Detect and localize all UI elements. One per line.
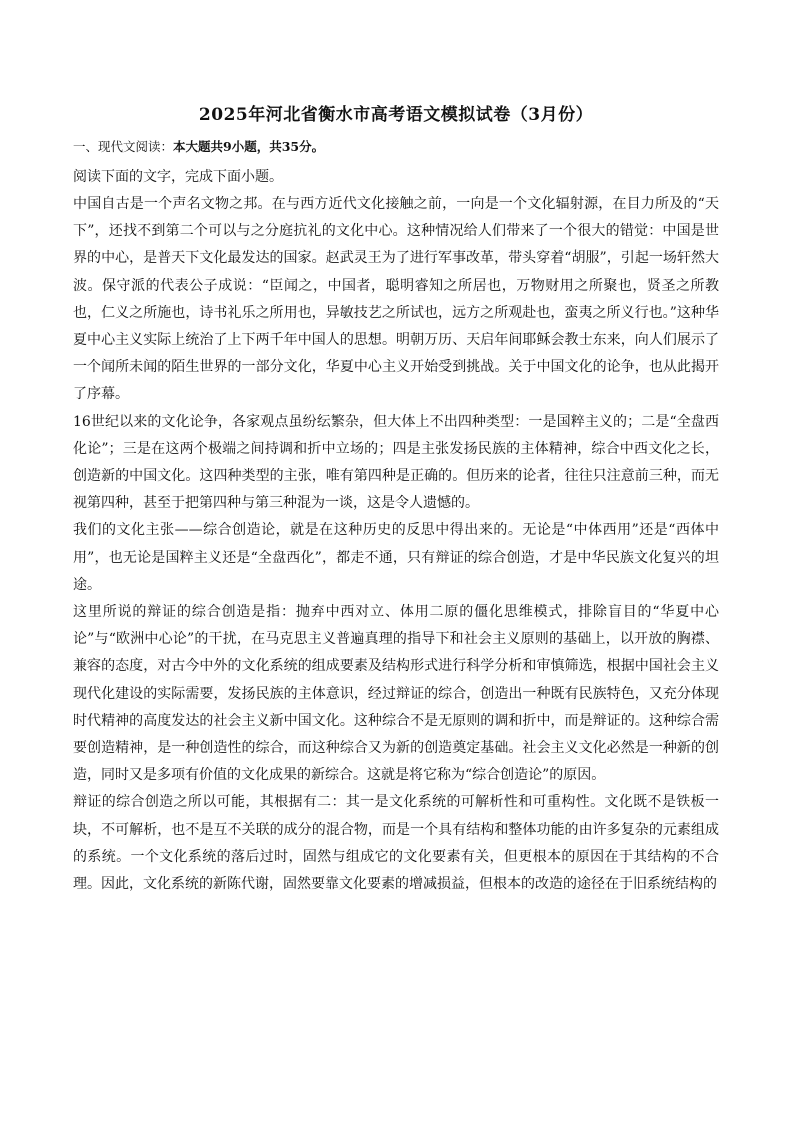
page-title: 2025年河北省衡水市高考语文模拟试卷（3月份）	[198, 105, 594, 125]
section-detail: 本大题共9小题，共35分。	[173, 139, 325, 154]
paragraph-2: 16世纪以来的文化论争，各家观点虽纷纭繁杂，但大体上不出四种类型：一是国粹主义的；二是“全盘西化论”；三是在这两个极端之间持调和折中立场的；四是主张发扬民族的主体精神，综合中西文化之长，创造新的中国文化。这四种类型的主张，唯有第四种是正确的。但历来的论者，往往只注意前三种，而无视第四种，甚至于把第四种与第三种混为一谈，这是令人遗憾的。	[73, 413, 719, 512]
paragraph-5: 辩证的综合创造之所以可能，其根据有二：其一是文化系统的可解析性和可重构性。文化既不是铁板一块，不可解析，也不是互不关联的成分的混合物，而是一个具有结构和整体功能的由许多复杂的元素组成的系统。一个文化系统的落后过时，固然与组成它的文化要素有关，但更根本的原因在于其结构的不合理。因此，文化系统的新陈代谢，固然要靠文化要素的增减损益，但根本的改造的途径在于旧系统结构的	[73, 794, 719, 893]
paragraph-1: 中国自古是一个声名文物之邦。在与西方近代文化接触之前，一向是一个文化辐射源，在目力所及的“天下”，还找不到第二个可以与之分庭抗礼的文化中心。这种情况给人们带来了一个很大的错觉：中国是世界的中心，是普天下文化最发达的国家。赵武灵王为了进行军事改革，带头穿着“胡服”，引起一场轩然大波。保守派的代表公子成说：“臣闻之，中国者，聪明睿知之所居也，万物财用之所聚也，贤圣之所教也，仁义之所施也，诗书礼乐之所用也，异敏技艺之所试也，远方之所观赴也，蛮夷之所义行也。”这种华夏中心主义实际上统治了上下两千年中国人的思想。明朝万历、天启年间耶稣会教士东来，向人们展示了一个闻所未闻的陌生世界的一部分文化，华夏中心主义开始受到挑战。关于中国文化的论争，也从此揭开了序幕。	[73, 196, 719, 403]
document-page	[73, 100, 719, 898]
section-heading	[73, 134, 719, 160]
reading-instruction: 阅读下面的文字，完成下面小题。	[73, 169, 283, 185]
section-label: 一、现代文阅读：	[73, 139, 174, 154]
paragraph-3: 我们的文化主张——综合创造论，就是在这种历史的反思中得出来的。无论是“中体西用”还是“西体中用”，也无论是国粹主义还是“全盘西化”，都走不通，只有辩证的综合创造，才是中华民族文化复兴的坦途。	[73, 522, 719, 593]
paragraph-4: 这里所说的辩证的综合创造是指：抛弃中西对立、体用二原的僵化思维模式，排除盲目的“华夏中心论”与“欧洲中心论”的干扰，在马克思主义普遍真理的指导下和社会主义原则的基础上，以开放的胸襟、兼容的态度，对古今中外的文化系统的组成要素及结构形式进行科学分析和审慎筛选，根据中国社会主义现代化建设的实际需要，发扬民族的主体意识，经过辩证的综合，创造出一种既有民族特色，又充分体现时代精神的高度发达的社会主义新中国文化。这种综合不是无原则的调和折中，而是辩证的。这种综合需要创造精神，是一种创造性的综合，而这种综合又为新的创造奠定基础。社会主义文化必然是一种新的创造，同时又是多项有价值的文化成果的新综合。这就是将它称为“综合创造论”的原因。	[73, 604, 719, 784]
